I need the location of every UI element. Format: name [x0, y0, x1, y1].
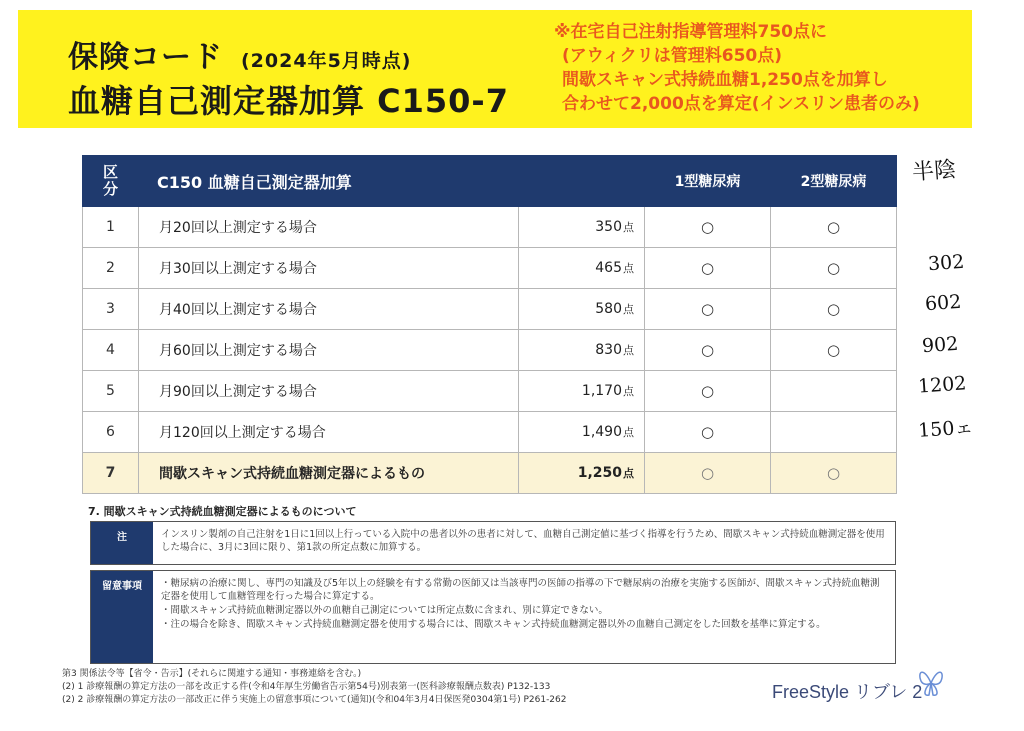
title-date: (2024年5月時点) [241, 50, 412, 72]
note-line: 間歇スキャン式持続血糖1,250点を加算し [562, 70, 888, 90]
row-type1-mark: ○ [645, 453, 771, 494]
row-points: 1,490点 [519, 412, 645, 453]
handwritten-row2: 302 [927, 250, 965, 276]
row-type1-mark: ○ [645, 248, 771, 289]
note-line: (アウィクリは管理料650点) [562, 46, 783, 66]
row-type2-mark: ○ [771, 207, 897, 248]
handwritten-row3: 602 [924, 290, 962, 316]
caution-label: 留意事項 [91, 571, 153, 663]
row-number: 6 [83, 412, 139, 453]
row-description: 月40回以上測定する場合 [139, 289, 519, 330]
table-row [83, 371, 897, 412]
row-type1-mark: ○ [645, 412, 771, 453]
caution-item: ・糖尿病の治療に関し、専門の知識及び5年以上の経験を有する常勤の医師又は当該専門の医師の指導の下で糖尿病の治療を実施する医師が、間歇スキャン式持続血糖測定器を使用して血糖管理を行った場合に算定する。 [161, 578, 880, 602]
note-line: 合わせて2,000点を算定(インスリン患者のみ) [562, 94, 920, 114]
butterfly-icon [916, 665, 946, 701]
handwritten-row4: 902 [921, 332, 959, 358]
row-type2-mark: ○ [771, 453, 897, 494]
row-type2-mark [771, 412, 897, 453]
header-title: C150 血糖自己測定器加算 [139, 156, 645, 207]
table-row [83, 248, 897, 289]
table-row [83, 330, 897, 371]
handwritten-header-note: 半陰 [911, 157, 957, 186]
caution-box [90, 570, 896, 664]
note-label: 注 [91, 522, 153, 564]
section-title: 7. 間歇スキャン式持続血糖測定器によるものについて [88, 505, 357, 518]
title-line1 [68, 32, 411, 76]
row-points: 1,170点 [519, 371, 645, 412]
caution-item: ・間歇スキャン式持続血糖測定器以外の血糖自己測定については所定点数に含まれ、別に算定できない。 [161, 605, 608, 616]
fee-table [82, 155, 897, 494]
handwritten-row6: 150ェ [917, 416, 975, 442]
row-number: 5 [83, 371, 139, 412]
note-line: ※在宅自己注射指導管理料750点に [554, 22, 828, 42]
row-number: 1 [83, 207, 139, 248]
row-type2-mark: ○ [771, 289, 897, 330]
header-type2: 2型糖尿病 [771, 156, 897, 207]
row-type2-mark: ○ [771, 248, 897, 289]
header-type1: 1型糖尿病 [645, 156, 771, 207]
banner-note [554, 20, 972, 116]
header-banner [18, 10, 972, 128]
note-box [90, 521, 896, 565]
row-points: 350点 [519, 207, 645, 248]
row-number: 3 [83, 289, 139, 330]
row-type1-mark: ○ [645, 289, 771, 330]
table-row [83, 412, 897, 453]
row-type1-mark: ○ [645, 371, 771, 412]
row-number: 2 [83, 248, 139, 289]
row-description: 月30回以上測定する場合 [139, 248, 519, 289]
handwritten-row5: 1202 [917, 372, 968, 398]
row-type2-mark [771, 371, 897, 412]
reference-line: (2) 2 診療報酬の算定方法の一部改正に伴う実施上の留意事項について(通知)(令和04年3月4日保医発0304第1号) P261-262 [62, 695, 567, 705]
row-number: 7 [83, 453, 139, 494]
table-row-highlight [83, 453, 897, 494]
row-type2-mark: ○ [771, 330, 897, 371]
row-type1-mark: ○ [645, 330, 771, 371]
title-insurance-code: 保険コード [68, 40, 223, 75]
note-text: インスリン製剤の自己注射を1日に1回以上行っている入院中の患者以外の患者に対して、血糖自己測定値に基づく指導を行うため、間歇スキャン式持続血糖測定器を使用した場合に、3月に3回に限り、第1款の所定点数に加算する。 [161, 529, 885, 553]
row-description: 月60回以上測定する場合 [139, 330, 519, 371]
table-header-row [83, 156, 897, 207]
table-row [83, 207, 897, 248]
row-description: 月20回以上測定する場合 [139, 207, 519, 248]
table-row [83, 289, 897, 330]
header-kubun: 区分 [83, 156, 139, 207]
row-points: 830点 [519, 330, 645, 371]
references [62, 668, 567, 707]
reference-line: (2) 1 診療報酬の算定方法の一部を改正する件(令和4年厚生労働省告示第54号)別表第一(医科診療報酬点数表) P132-133 [62, 682, 551, 692]
row-number: 4 [83, 330, 139, 371]
brand-logo-text: FreeStyle リブレ 2 [772, 682, 923, 702]
row-points: 1,250点 [519, 453, 645, 494]
row-description: 月90回以上測定する場合 [139, 371, 519, 412]
reference-line: 第3 関係法令等【省令・告示】(それらに関連する通知・事務連絡を含む。) [62, 669, 362, 679]
page-title: 血糖自己測定器加算 C150-7 [68, 82, 509, 120]
row-description: 月120回以上測定する場合 [139, 412, 519, 453]
row-points: 465点 [519, 248, 645, 289]
row-points: 580点 [519, 289, 645, 330]
caution-item: ・注の場合を除き、間歇スキャン式持続血糖測定器を使用する場合には、間歇スキャン式持続血糖測定器以外の血糖自己測定をした回数を基準に算定する。 [161, 619, 826, 630]
row-description: 間歇スキャン式持続血糖測定器によるもの [139, 453, 519, 494]
row-type1-mark: ○ [645, 207, 771, 248]
caution-text [161, 577, 887, 632]
